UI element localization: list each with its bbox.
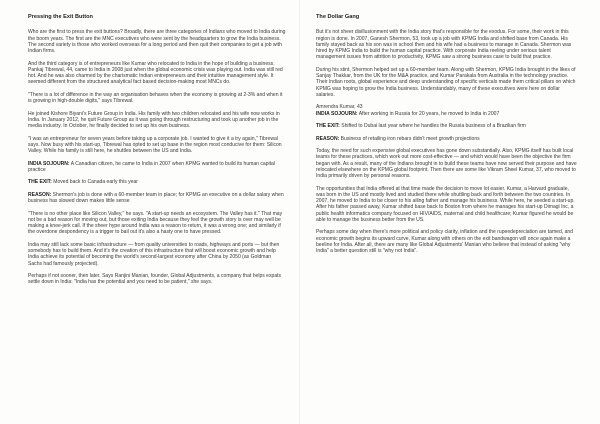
paragraph: During his stint, Shermon helped set up a 60-member team. Along with Shermon, KPMG India brought in the likes of Sanjay Thakkar, from the UK for the M&A practice, and Kumar Parakala from Australia in the technology practice. Their Indian roots, global experience and deep understanding of specific verticals made them critical pillars on which KPMG was hoping to grow the India business. Understandably, many of these executives were here on dollar salaries.	[316, 66, 576, 98]
paragraph: Who are the first to press the exit buttons? Broadly, there are three categories of Indians who moved to India during the boom years. The first are the MNC executives who were sent by the headquarters to grow the India business. The second variety is those who worked overseas for a long period and then quit their companies to get a job with Indian firms.	[28, 29, 286, 54]
fact-label: THE EXIT:	[316, 123, 340, 129]
left-column	[28, 14, 286, 292]
fact-text: Shermon's job is done with a 60-member team in place; for KPMG an executive on a dollar salary when business has slowed down makes little sense	[28, 191, 284, 204]
paragraph: Today, the need for such expensive global executives has gone down substantially. Also, KPMG itself has built local teams for these practices, which work out more cost-effective — and which would have been the objective the firm began with. As a result, many of the Indians brought in to build these teams have now served their purpose and have relocated elsewhere on the KPMG global footprint. Then there are some like Vikram Sheel Kumar, 37, who moved to India primarily driven by personal reasons.	[316, 148, 577, 179]
fact-reason	[28, 192, 286, 205]
fact-text: Business of retailing iron rebars didn't meet growth projections	[339, 135, 480, 142]
fact-the-exit	[316, 123, 578, 129]
paragraph: Perhaps some day when there's more political and policy clarity, inflation and the rupeedepreciation are tamed, and economic growth begins its upward curve, Kumar along with others on the exit bandwagon will once again make a beeline for India. After all, there are many like Global Adjustments' Manian who believe that instead of asking "why India" a better question still is "why not India".	[316, 229, 574, 254]
fact-text: After working in Russia for 20 years, he moved to India in 2007	[357, 110, 500, 117]
fact-text: Moved back to Canada early this year	[51, 179, 138, 186]
fact-india-sojourn	[28, 161, 286, 174]
profile-name: Amrendra Kumar, 43	[316, 104, 363, 111]
fact-label: REASON:	[28, 191, 52, 198]
fact-text: A Canadian citizen, he came to India in 2007 when KPMG wanted to build its human capital practice	[28, 160, 275, 173]
quote-paragraph: "There is no other place like Silicon Valley," he says. "A start-up needs an ecosystem. The Valley has it." That may not be a bad reason for moving out, but those exiting India because they feel the growth story is over may well be making a knee-jerk call. If the sheer hype around India was a reason to return, it was a wrong one; and similarly if the overdone despondency is a trigger to bail out it's also a hasty one to have pressed.	[28, 210, 283, 236]
paragraph: India may still lack some basic infrastructure — from quality universities to roads, highways and ports — but then somebody has to build them. And it's the creation of this infrastructure that will boost economic growth and help India achieve its potential of becoming the world's second-largest economy after China by 2050 (as Goldman Sachs had famously projected).	[28, 241, 280, 267]
fact-the-exit	[28, 179, 286, 185]
fact-india-sojourn	[316, 111, 578, 117]
fact-label: THE EXIT:	[28, 179, 52, 186]
paragraph: The opportunities that India offered at that time made the decision to move lot easier. Kumar, a Harvard graduate, was born in the US and mostly lived and studied there while shuttling back and forth between the two countries. In 2007, he moved to India to be closer to his ailing father and manage his business. While here, he seeded a start-up. After his father passed away, Kumar shifted base back to Boston from where he manages his start-up Dimagi Inc, a public health informatics company focused on HIV/AIDS, maternal and child healthcare; Kumar figured he would be able to manage the business better from the US.	[316, 185, 575, 223]
paragraph: And the third category is of entrepreneurs like Kumar who relocated to India in the hope of building a business. Pankaj Tibrewal, 44, came to India in 2008 just when the global economic crisis was playing out. India was still red hot. And he was also charmed by the charismatic Indian entrepreneurs and their intuitive management style. It seemed different from the structured analytical fact based decision-making most MNCs do.	[28, 60, 283, 86]
section-heading-exit-button: Pressing the Exit Button	[28, 14, 93, 20]
paragraph: Perhaps if not sooner, then later. Says Ranjini Manian, founder, Global Adjustments, a company that helps expats settle down in India: "India has the potential and you need to be patient," she says.	[28, 273, 282, 286]
fact-text: Shifted to Dubai last year where he handles the Russia business of a Brazilian firm	[339, 123, 526, 129]
fact-label: INDIA SOJOURN:	[28, 160, 70, 167]
fact-label: INDIA SOJOURN:	[316, 110, 358, 117]
fact-reason	[316, 136, 578, 142]
page-gutter	[299, 0, 300, 424]
section-heading-dollar-gang: The Dollar Gang	[316, 14, 360, 20]
fact-label: REASON:	[316, 135, 340, 142]
quote-paragraph: "There is a lot of difference in the way an organisation behaves when the economy is growing at 2-3% and when it is growing in high-double digits," says Tibrewal.	[28, 91, 283, 104]
paragraph: But it's not sheer disillusionment with the India story that's responsible for the exodus. For some, their work in this region is done. In 2007, Ganesh Shermon, 53, took up a job with KPMG India and shifted base from Canada. His family stayed back as his son was in school then and his wife had a business to manage in Canada. Shermon was hired by KPMG India to build the human capital practice. With corporate India reeling under serious talent management issues from attrition to productivity, KPMG saw a strong business case to build that practice.	[316, 29, 572, 61]
right-column	[316, 14, 578, 261]
paragraph: He joined Kishore Biyani's Future Group in India. His family with two children relocated and his wife now works in India. In January 2012, he quit Future Group as it was going through restructuring and took up another job in the media industry. In October, he finally decided to set up his own business.	[28, 110, 280, 129]
quote-paragraph: "I was an entrepreneur for seven years before taking up a corporate job. I wanted to give it a try again," Tibrewal says. Now busy with his start-up, Tibrewal has opted to set up base in the region most conducive for them: Silicon Valley. While his family is still here, he shuttles between the US and India.	[28, 135, 282, 154]
